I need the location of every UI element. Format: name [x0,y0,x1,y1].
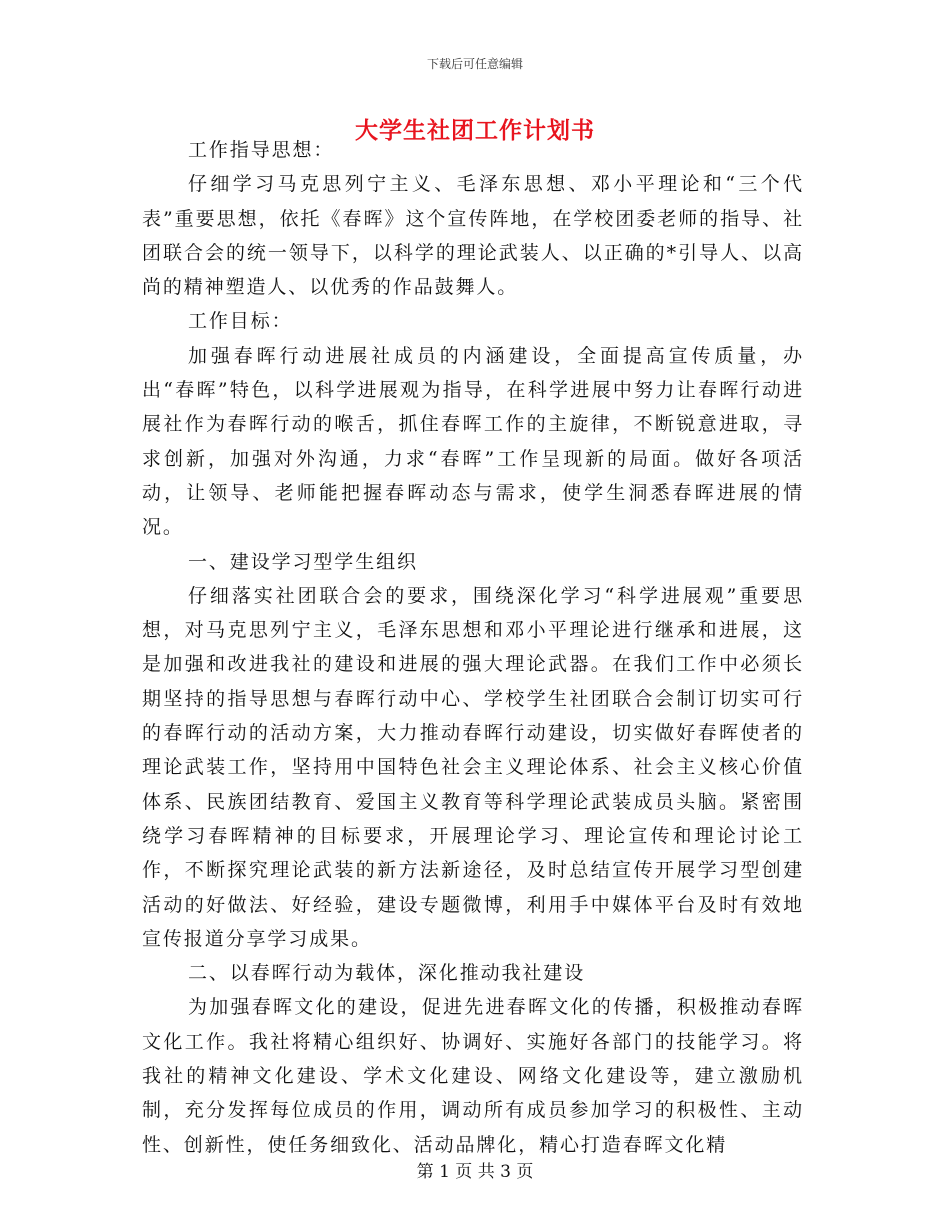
section-heading-1: 一、建设学习型学生组织 [188,550,418,573]
paragraph-section-1: 仔细落实社团联合会的要求，围绕深化学习“科学进展观”重要思想，对马克思列宁主义，毛泽东思想和邓小平理论进行继承和进展，这是加强和改进我社的建设和进展的强大理论武器。在我们工作中必须长期坚持的指导思想与春晖行动中心、学校学生社团联合会制订切实可行的春晖行动的活动方案，大力推动春晖行动建设，切实做好春晖使者的理论武装工作，坚持用中国特色社会主义理论体系、社会主义核心价值体系、民族团结教育、爱国主义教育等科学理论武装成员头脑。紧密围绕学习春晖精神的目标要求，开展理论学习、理论宣传和理论讨论工作，不断探究理论武装的新方法新途径，及时总结宣传开展学习型创建活动的好做法、好经验，建设专题微博，利用手中媒体平台及时有效地宣传报道分享学习成果。 [142,584,804,950]
document-title: 大学生社团工作计划书 [355,118,595,144]
paragraph-section-2: 为加强春晖文化的建设，促进先进春晖文化的传播，积极推动春晖文化工作。我社将精心组织好、协调好、实施好各部门的技能学习。将我社的精神文化建设、学术文化建设、网络文化建设等，建立激励机制，充分发挥每位成员的作用，调动所有成员参加学习的积极性、主动性、创新性，使任务细致化、活动品牌化，精心打造春晖文化精 [142,996,804,1156]
page-number-footer: 第 1 页 共 3 页 [416,1162,534,1182]
document-body [142,133,804,1162]
header-note: 下载后可任意编辑 [426,57,523,71]
section-heading-work-goals: 工作目标： [188,310,293,333]
section-heading-guiding-thought: 工作指导思想： [188,139,335,161]
paragraph-guiding-thought: 仔细学习马克思列宁主义、毛泽东思想、邓小平理论和“三个代表”重要思想，依托《春晖》这个宣传阵地，在学校团委老师的指导、社团联合会的统一领导下，以科学的理论武装人、以正确的*引导人、以高尚的精神塑造人、以优秀的作品鼓舞人。 [142,173,804,299]
paragraph-work-goals: 加强春晖行动进展社成员的内涵建设，全面提高宣传质量，办出“春晖”特色，以科学进展观为指导，在科学进展中努力让春晖行动进展社作为春晖行动的喉舌，抓住春晖工作的主旋律，不断锐意进取，寻求创新，加强对外沟通，力求“春晖”工作呈现新的局面。做好各项活动，让领导、老师能把握春晖动态与需求，使学生洞悉春晖进展的情况。 [142,344,804,539]
section-heading-2: 二、以春晖行动为载体，深化推动我社建设 [188,962,586,985]
